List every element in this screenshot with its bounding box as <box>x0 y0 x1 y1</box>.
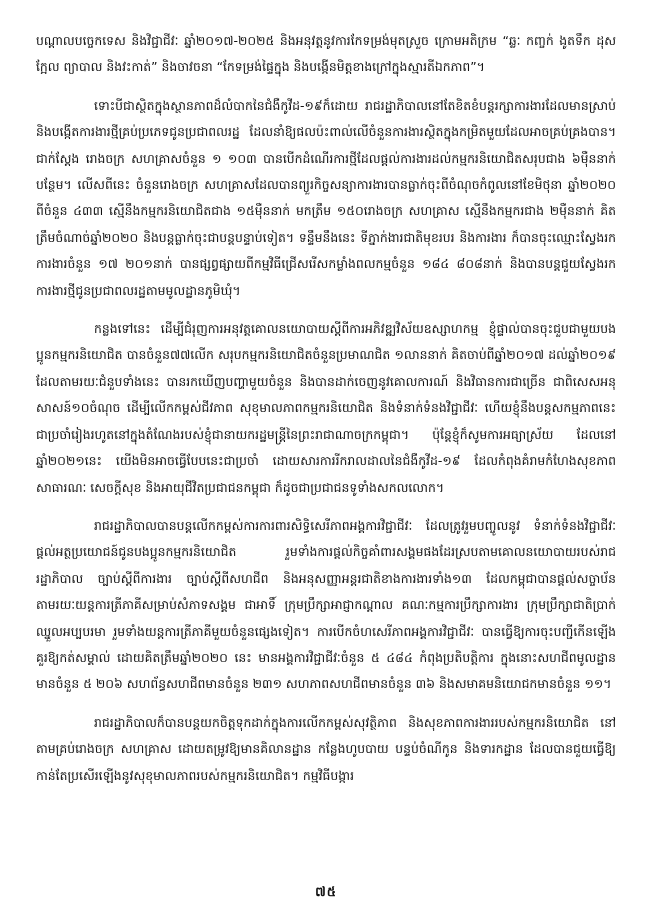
paragraph-4: រាជរដ្ឋាភិបាលបានបន្តលើកកម្ពស់ការការពារសិទ្ធិសេរីភាពអង្គការវិជ្ជាជីវៈ ដែលត្រូវរួមបញ្ចូលនូវ ទំនាក់ទំនងវិជ្ជាជីវៈ ផ្តល់អត្ថប្រយោជន៍ជូនបងប្អូនកម្មករនិយោជិត រួមទាំងការផ្តល់កិច្ចគាំពារសង្គមផងដែរស្របតាមគោលនយោបាយរបស់រាជរដ្ឋាភិបាល ច្បាប់ស្តីពីការងារ ច្បាប់ស្តីពីសហជីព និងអនុសញ្ញាអន្តរជាតិខាងការងារទាំង១៣ ដែលកម្ពុជាបានផ្តល់សច្ចាប័ន តាមរយៈយន្តការត្រីភាគីសម្រាប់សំភាទសង្គម ជាអាទិ៍ ក្រុមប្រឹក្សាអាជ្ញាកណ្តាល គណៈកម្មការប្រឹក្សាការងារ ក្រុមប្រឹក្សាជាតិប្រាក់ឈ្នួលអប្បបរមា រួមទាំងយន្តការត្រីភាគីមួយចំនួនផ្សេងទៀត។ ការបើកចំហសេរីភាពអង្គការវិជ្ជាជីវៈ បានធ្វើឱ្យការចុះបញ្ជីកើនឡើងគួរឱ្យកត់សម្គាល់ ដោយគិតត្រឹមឆ្នាំ២០២០ នេះ មានអង្គការវិជ្ជាជីវៈចំនួន ៥ ៤៨៤ កំពុងប្រតិបត្តិការ ក្នុងនោះសហជីពមូលដ្ឋានមានចំនួន ៥ ២០៦ សហព័ន្ធសហជីពមានចំនួន ២៣១ សហភាពសហជីពមានចំនួន ៣៦ និងសមាគមនិយោជកមានចំនួន ១១។ <box>36 517 616 692</box>
paragraph-3: កន្លងទៅនេះ ដើម្បីជំរុញការអនុវត្តគោលនយោបាយស្តីពីការអភិវឌ្ឍវិស័យឧស្សាហកម្ម ខ្ញុំផ្ទាល់បានចុះជួបជាមួយបងប្អូនកម្មករនិយោជិត បានចំនួន៧៧លើក សរុបកម្មករនិយោជិតចំនួនប្រមាណជិត ១លាននាក់ គិតចាប់ពីឆ្នាំ២០១៧ ដល់ឆ្នាំ២០១៩ ដែលតាមរយៈជំនួបទាំងនេះ បានរកឃើញបញ្ហាមួយចំនួន និងបានដាក់ចេញនូវគោលការណ៍ និងវិធានការជាច្រើន ជាពិសេសអនុសាសន៍១០ចំណុច ដើម្បីលើកកម្ពស់ជីវភាព សុខុមាលភាពកម្មករនិយោជិត និងទំនាក់ទំនងវិជ្ជាជីវៈ ហើយខ្ញុំនឹងបន្តសកម្មភាពនេះជាប្រចាំរៀងរហូតនៅក្នុងតំណែងរបស់ខ្ញុំជានាយករដ្ឋមន្ត្រីនៃព្រះរាជាណាចក្រកម្ពុជា។ ប៉ុន្តែខ្ញុំក៏សូមការអធ្យាស្រ័យ ដែលនៅឆ្នាំ២០២១នេះ យើងមិនអាចធ្វើបែបនេះជាប្រចាំ ដោយសារការរីករាលដាលនៃជំងឺកូវីដ-១៩ ដែលកំពុងគំរាមកំហែងសុខភាពសាធារណៈ សេចក្តីសុខ និងអាយុជីវិតប្រជាជនកម្ពុជា ក៏ដូចជាប្រជាជនទូទាំងសកលលោក។ <box>36 321 616 495</box>
paragraph-2: ទោះបីជាស្ថិតក្នុងស្ថានភាពដ៏លំបាកនៃជំងឺកូវីដ-១៩ក៏ដោយ រាជរដ្ឋាភិបាលនៅតែខិតខំបន្តរក្សាការងារដែលមានស្រាប់ និងបង្កើតការងារថ្មីគ្រប់ប្រភេទជូនប្រជាពលរដ្ឋ ដែលនាំឱ្យផលប៉ះពាល់លើចំនួនការងារស្ថិតក្នុងកម្រិតមួយដែលអាចគ្រប់គ្រងបាន។ ជាក់ស្តែង រោងចក្រ សហគ្រាសចំនួន ១ ១០៣ បានបើកដំណើរការថ្មីដែលផ្តល់ការងារដល់កម្មករនិយោជិតសរុបជាង ៦ម៉ឺននាក់បន្ថែម។ លើសពីនេះ ចំនួនរោងចក្រ សហគ្រាសដែលបានព្យួរកិច្ចសន្យាការងារបានធ្លាក់ចុះពីចំណុចកំពូលនៅខែមិថុនា ឆ្នាំ២០២០ ពីចំនួន ៤៣៣ ស្មើនឹងកម្មករនិយោជិតជាង ១៥ម៉ឺននាក់ មកត្រឹម ១៥០រោងចក្រ សហគ្រាស ស្មើនឹងកម្មករជាង ២ម៉ឺននាក់ គិតត្រឹមចំណាច់ឆ្នាំ២០២០ និងបន្តធ្លាក់ចុះជាបន្តបន្ទាប់ទៀត។ ទន្ទឹមនឹងនេះ ទីភ្នាក់ងារជាតិមុខរបរ និងការងារ ក៏បានចុះឈ្មោះស្វែងរកការងារចំនួន ១៧ ២០១នាក់ បានផ្សព្វផ្សាយពីកម្មវិធីជ្រើសរើសកម្លាំងពលកម្មចំនួន ១៨៤ ៨០៨នាក់ និងបានបន្តជួយស្វែងរកការងារថ្មីជូនប្រជាពលរដ្ឋតាមមូលដ្ឋានភូមិឃុំ។ <box>36 97 616 298</box>
page-number: ៧៥ <box>315 885 337 900</box>
paragraph-5: រាជរដ្ឋាភិបាលក៏បានបន្តយកចិត្តទុកដាក់ក្នុងការលើកកម្ពស់សុវត្ថិភាព និងសុខភាពការងាររបស់កម្មករនិយោជិត នៅតាមគ្រប់រោងចក្រ សហគ្រាស ដោយតម្រូវឱ្យមានគិលានដ្ឋាន កន្លែងហូបបាយ បន្ទប់ចំណីកូន និងទារកដ្ឋាន ដែលបានជួយធ្វើឱ្យកាន់តែប្រសើរឡើងនូវសុខុមាលភាពរបស់កម្មករនិយោជិត។ កម្មវិធីបង្ការ <box>36 714 616 783</box>
paragraph-1: បណ្តាលបច្ចេកទេស និងវិជ្ជាជីវៈ ឆ្នាំ២០១៧-២០២៥ និងអនុវត្តនូវការកែទម្រង់មុតស្រួច ក្រោមអតិក្រម “ឆ្លៈ កញ្ចក់ ងូតទឹក ដុសក្អែល ព្យាបាល និងវះកាត់” និងចាវចនា “កែទម្រង់ផ្ទៃក្នុង និងបង្កើនមិត្តខាងក្រៅក្នុងស្មារតីឯកភាព”។ <box>36 33 616 75</box>
document-page <box>36 28 616 900</box>
